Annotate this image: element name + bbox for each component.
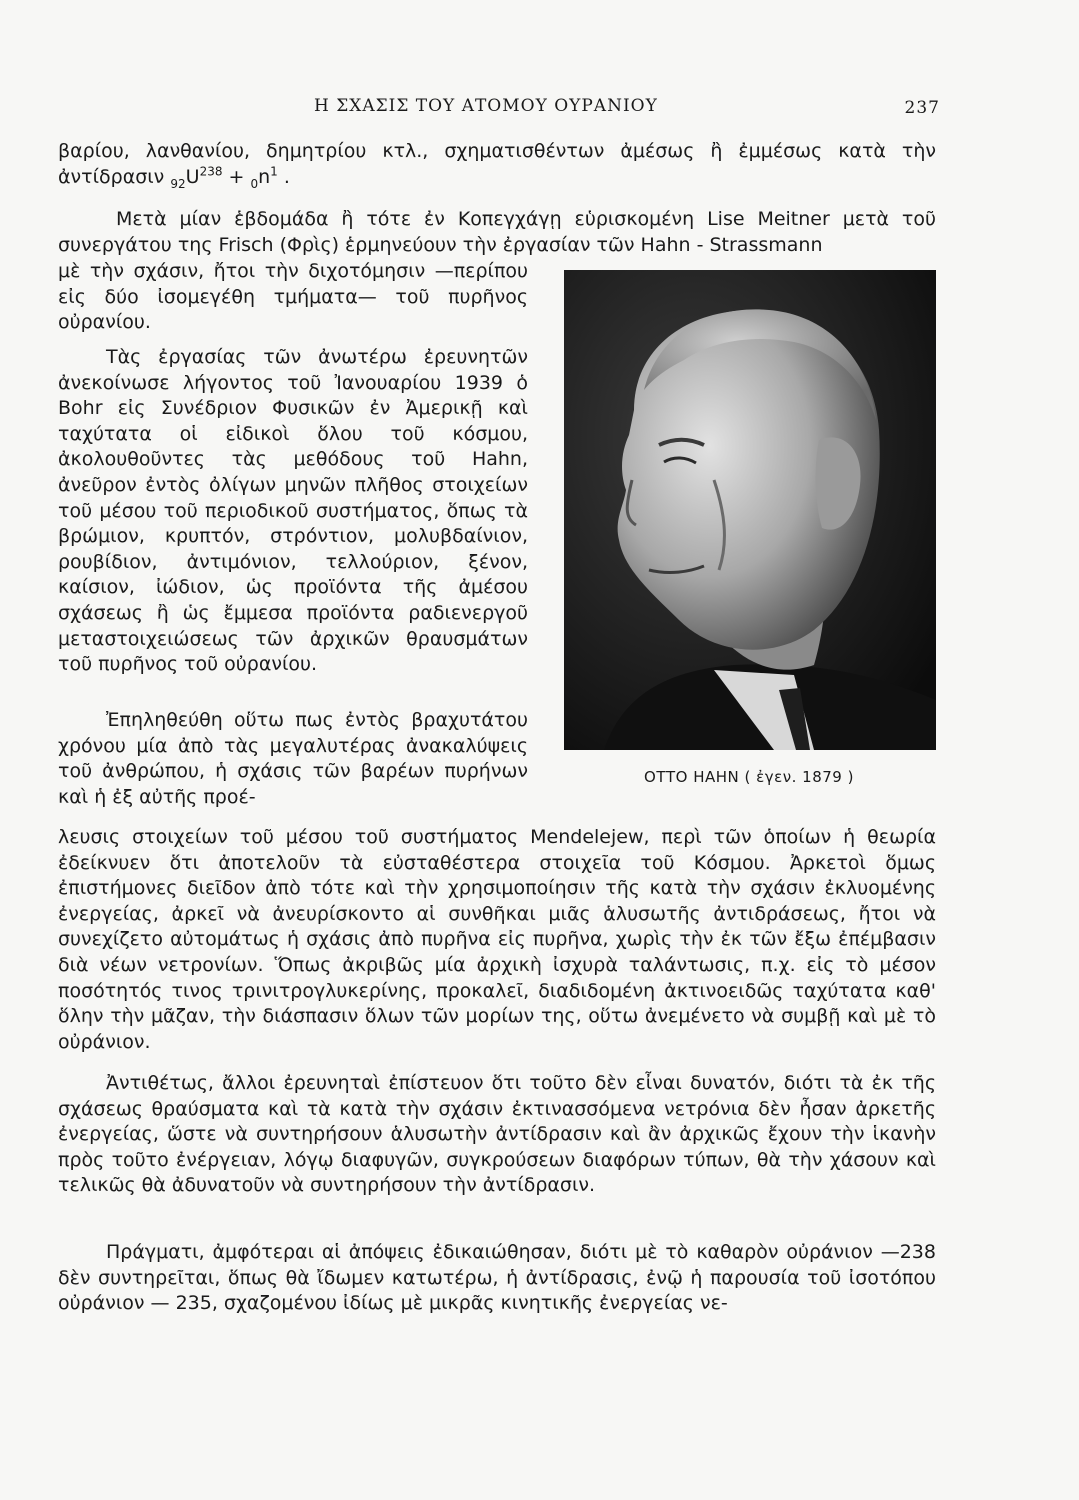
reaction-formula: $_{92}U^{238} + _0n^1$ .: [170, 164, 290, 191]
page-number: 237: [904, 98, 940, 118]
paragraph-1: [58, 139, 936, 190]
paragraph-1-text: βαρίου, λανθανίου, δημητρίου κτλ., σχηματισθέντων ἀμέσως ἢ ἐμμέσως κατὰ τὴν ἀντίδρασιν: [58, 140, 936, 188]
paragraph-4-narrow: Ἐπηληθεύθη οὕτω πως ἐντὸς βραχυτάτου χρόνου μία ἀπὸ τὰς μεγαλυτέρας ἀνακαλύψεις τοῦ ἀνθρώπου, ἡ σχάσις τῶν βαρέων πυρήνων καὶ ἡ ἐξ αὐτῆς προέ-: [58, 709, 528, 808]
photo-caption: ΟΤΤΟ ΗΑΗΝ ( ἐγεν. 1879 ): [644, 768, 854, 786]
running-title: Η ΣΧΑΣΙΣ ΤΟΥ ΑΤΟΜΟΥ ΟΥΡΑΝΙΟΥ: [314, 96, 658, 116]
portrait-image: [564, 270, 936, 750]
paragraph-2-narrow: μὲ τὴν σχάσιν, ἤτοι τὴν διχοτόμησιν —περίπου εἰς δύο ἰσομεγέθη τμήματα— τοῦ πυρῆνος οὐρανίου.: [58, 260, 528, 334]
paragraph-5: Ἀντιθέτως, ἄλλοι ἐρευνηταὶ ἐπίστευον ὅτι τοῦτο δὲν εἶναι δυνατόν, διότι τὰ ἐκ τῆς σχάσεως θραύσματα καὶ τὰ κατὰ τὴν σχάσιν ἐκτινασσόμενα νετρόνια δὲν ἦσαν ἀρκετῆς ἐνεργείας, ὥστε νὰ συντηρήσουν ἁλυσωτὴν ἀντίδρασιν καὶ ἂν ἀρχικῶς ἔχουν τὴν ἱκανὴν πρὸς τοῦτο ἐνέργειαν, λόγῳ διαφυγῶν, συγκρούσεων διαφόρων τύπων, θὰ τὴν χάσουν καὶ τελικῶς θὰ ἀδυνατοῦν νὰ συντηρήσουν τὴν ἀντίδρασιν.: [58, 1072, 936, 1197]
paragraph-2-full: Μετὰ μίαν ἑβδομάδα ἢ τότε ἐν Κοπεγχάγῃ εὑρισκομένη Lise Meitner μετὰ τοῦ συνεργάτου της Frisch (Φρὶς) ἑρμηνεύουν τὴν ἐργασίαν τῶν Hahn - Strassmann: [58, 208, 936, 256]
portrait-photo: [564, 270, 936, 750]
paragraph-6: Πράγματι, ἀμφότεραι αἱ ἀπόψεις ἐδικαιώθησαν, διότι μὲ τὸ καθαρὸν οὐράνιον —238 δὲν συντηρεῖται, ὅπως θὰ ἴδωμεν κατωτέρω, ἡ ἀντίδρασις, ἐνῷ ἡ παρουσία τοῦ ἰσοτόπου οὐράνιον — 235, σχαζομένου ἰδίως μὲ μικρᾶς κινητικῆς ἐνεργείας νε-: [58, 1241, 936, 1315]
paragraph-3: Τὰς ἐργασίας τῶν ἀνωτέρω ἐρευνητῶν ἀνεκοίνωσε λήγοντος τοῦ Ἰανουαρίου 1939 ὁ Bohr εἰς Συνέδριον Φυσικῶν ἐν Ἀμερικῇ καὶ ταχύτατα οἱ εἰδικοὶ ὅλου τοῦ κόσμου, ἀκολουθοῦντες τὰς μεθόδους τοῦ Hahn, ἀνεῦρον ἐντὸς ὀλίγων μηνῶν πλῆθος στοιχείων τοῦ μέσου τοῦ περιοδικοῦ συστήματος, ὅπως τὰ βρώμιον, κρυπτόν, στρόντιον, μολυβδαίνιον, ρουβίδιον, ἀντιμόνιον, τελλούριον, ξένον, καίσιον, ἰώδιον, ὡς προϊόντα τῆς ἀμέσου σχάσεως ἢ ὡς ἔμμεσα προϊόντα ραδιενεργοῦ μεταστοιχειώσεως τῶν ἀρχικῶν θραυσμάτων τοῦ πυρῆνος τοῦ οὐρανίου.: [58, 346, 528, 676]
paragraph-4-full: λευσις στοιχείων τοῦ μέσου τοῦ συστήματος Mendelejew, περὶ τῶν ὁποίων ἡ θεωρία ἐδείκνυεν ὅτι ἀποτελοῦν τὰ εὐσταθέστερα στοιχεῖα τοῦ Κόσμου. Ἀρκετοὶ ὅμως ἐπιστήμονες διεῖδον ἀπὸ τότε καὶ τὴν χρησιμοποίησιν τῆς κατὰ τὴν σχάσιν ἐκλυομένης ἐνεργείας, ἀρκεῖ νὰ ἀνευρίσκοντο αἱ συνθῆκαι μιᾶς ἁλυσωτῆς ἀντιδράσεως, ἤτοι νὰ συνεχίζετο αὐτομάτως ἡ σχάσις ἀπὸ πυρῆνα εἰς πυρῆνα, χωρὶς τὴν ἐκ τῶν ἔξω ἐπέμβασιν διὰ νέων νετρονίων. Ὅπως ἀκριβῶς μία ἀρχικὴ ἰσχυρὰ ταλάντωσις, π.χ. εἰς τὸ μέσον ποσότητός τινος τρινιτρογλυκερίνης, προκαλεῖ, διαδιδομένη ἀκτινοειδῶς ταχύτατα καθ' ὅλην τὴν μᾶζαν, τὴν διάσπασιν ὅλων τῶν μορίων της, οὕτω ἀνεμένετο νὰ συμβῇ καὶ μὲ τὸ οὐράνιον.: [58, 826, 936, 1053]
